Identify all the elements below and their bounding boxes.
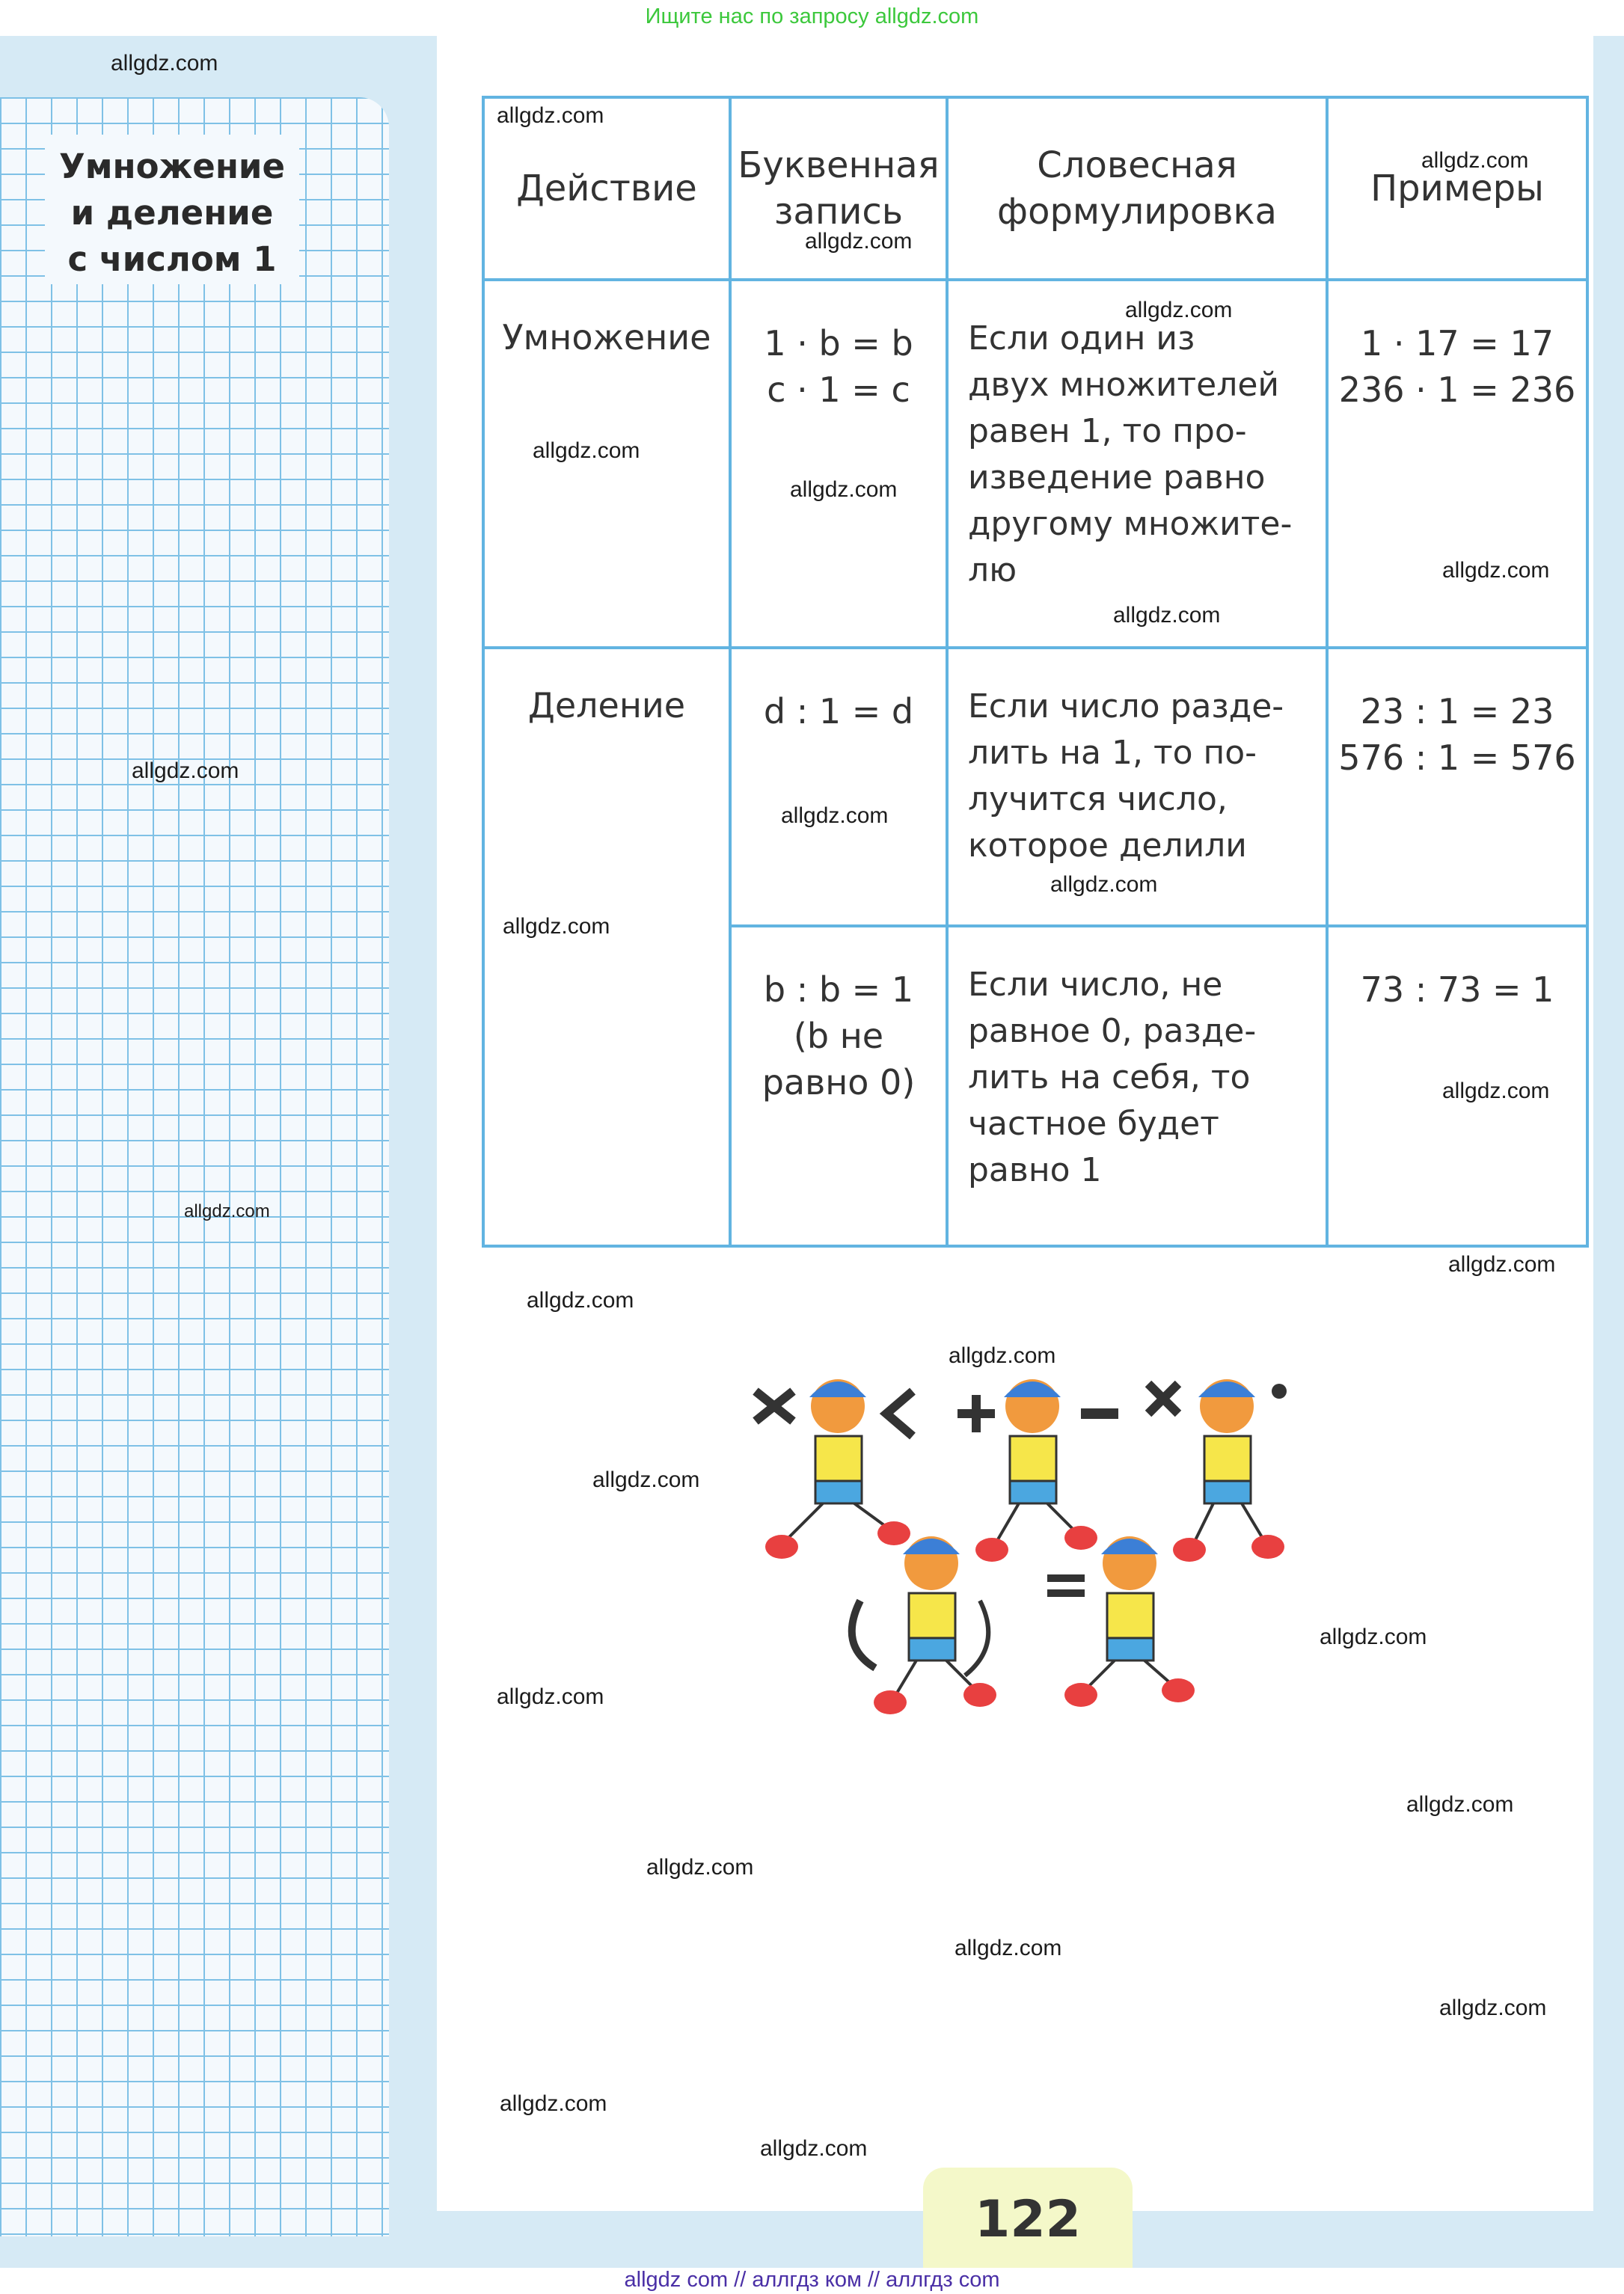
example-line: 236 · 1 = 236 [1338,369,1576,410]
watermark: allgdz.com [497,1684,604,1709]
kid-figure-2 [957,1379,1118,1562]
table-header-row [483,97,1587,280]
math-kids-illustration [741,1361,1309,1720]
table-row [483,648,1587,926]
header-letter-notation-line-1: Буквенная [738,144,940,186]
watermark: allgdz.com [646,1855,754,1880]
verbal-line: частное будет [968,1105,1219,1143]
verbal-line: лучится число, [968,780,1228,818]
header-letter-notation-line-2: запись [773,191,904,233]
formula-line: b : b = 1 [763,969,914,1010]
header-verbal-line-2: формулировка [997,191,1277,233]
verbal-line: Если один из [968,319,1195,358]
watermark: allgdz.com [184,1201,270,1221]
watermark: allgdz.com [1125,298,1233,322]
watermark: allgdz.com [1421,148,1529,173]
watermark: allgdz.com [497,103,604,128]
watermark: allgdz.com [1442,558,1550,583]
watermark: allgdz.com [1113,603,1221,628]
rules-table [482,96,1589,1248]
verbal-line: другому множите- [968,505,1293,543]
verbal-line: лить на 1, то по- [968,734,1257,772]
verbal-line: лю [968,551,1017,589]
header-examples: Примеры [1327,97,1587,280]
watermark: allgdz.com [1050,872,1158,897]
watermark: allgdz.com [592,1468,700,1492]
formula-line: (b не [793,1016,884,1056]
formula-line: 1 · b = b [764,323,913,364]
row-self-division-formula [730,926,947,1246]
formula-line: c · 1 = c [767,369,910,410]
watermark: allgdz.com [111,51,218,76]
bottom-link-bar[interactable]: allgdz com // аллгдз ком // аллгдз com [0,2268,1624,2294]
row-multiplication-verbal [947,280,1327,648]
page-number: 122 [975,2190,1081,2249]
watermark: allgdz.com [527,1288,634,1313]
watermark: allgdz.com [790,477,898,502]
sidebar-title-line-2: и деление [70,193,274,233]
verbal-line: которое делили [968,826,1247,865]
kid-figure-1 [756,1379,913,1559]
verbal-line: равное 0, разде- [968,1012,1257,1050]
row-division-formula [730,648,947,926]
header-action: Действие [483,97,730,280]
watermark: allgdz.com [1442,1079,1550,1103]
watermark: allgdz.com [781,803,889,828]
sidebar-title-line-3: с числом 1 [67,239,277,279]
watermark: allgdz.com [132,758,239,783]
row-division-examples [1327,648,1587,926]
row-multiplication-examples [1327,280,1587,648]
row-division-action: Деление [483,648,730,1246]
row-multiplication-action: Умножение [483,280,730,648]
verbal-line: Если число, не [968,966,1223,1004]
watermark: allgdz.com [1439,1996,1547,2020]
watermark: allgdz.com [1320,1625,1427,1649]
verbal-line: равно 1 [968,1151,1102,1189]
sidebar-title [45,144,299,283]
row-multiplication-formula [730,280,947,648]
watermark: allgdz.com [1448,1252,1556,1277]
watermark: allgdz.com [955,1936,1062,1960]
verbal-line: Если число разде- [968,687,1284,726]
verbal-line: изведение равно [968,459,1266,497]
example-line: 23 : 1 = 23 [1360,691,1554,732]
formula-line: d : 1 = d [763,691,914,732]
header-verbal [947,97,1327,280]
sidebar-title-line-1: Умножение [59,147,285,186]
watermark: allgdz.com [1406,1792,1514,1817]
watermark: allgdz.com [533,438,640,463]
watermark: allgdz.com [500,2091,607,2116]
example-line: 73 : 73 = 1 [1360,969,1554,1010]
example-line: 576 : 1 = 576 [1338,737,1576,778]
grid-paper-panel [0,97,389,2236]
formula-line: равно 0) [762,1062,916,1102]
kid-figure-3 [1148,1379,1287,1562]
example-line: 1 · 17 = 17 [1361,323,1554,364]
top-banner[interactable]: Ищите нас по запросу allgdz.com [645,4,979,28]
watermark: allgdz.com [503,914,610,939]
watermark: allgdz.com [949,1343,1056,1368]
watermark: allgdz.com [760,2136,868,2161]
kid-figure-5 [1047,1536,1195,1707]
header-verbal-line-1: Словесная [1037,144,1237,186]
verbal-line: лить на себя, то [968,1058,1251,1097]
verbal-line: двух множителей [968,366,1280,404]
watermark: allgdz.com [805,229,913,254]
kid-figure-4 [852,1536,996,1714]
verbal-line: равен 1, то про- [968,412,1247,450]
table-row [483,280,1587,648]
row-self-division-verbal [947,926,1327,1246]
